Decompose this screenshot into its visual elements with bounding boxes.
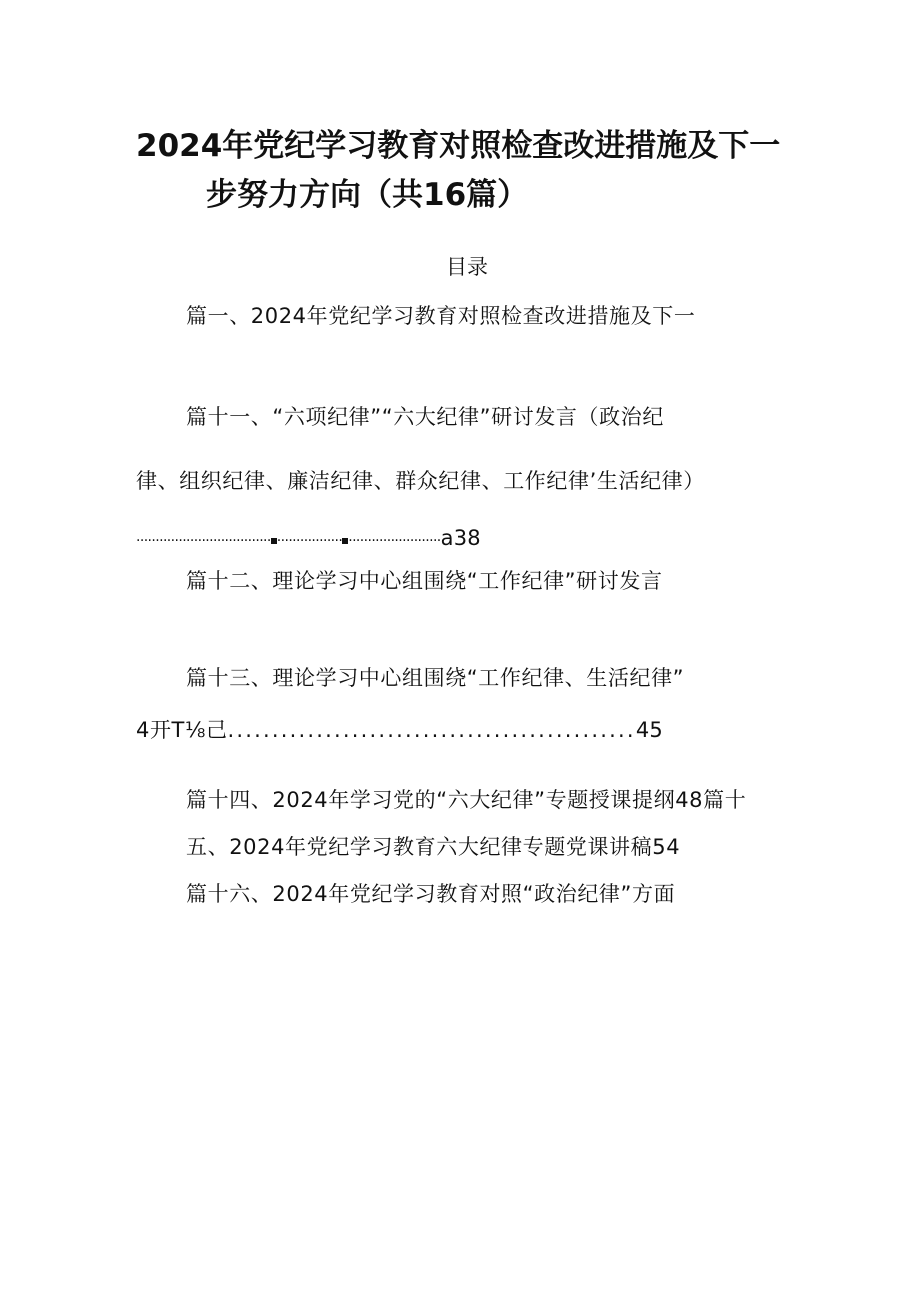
leader-dots: .............................................. xyxy=(227,718,636,742)
toc-entry-16: 篇十六、2024年党纪学习教育对照“政治纪律”方面 xyxy=(186,882,676,906)
leader-dots: ················· xyxy=(276,533,343,549)
leader-dots: ························ xyxy=(348,533,441,549)
toc-entry-14: 篇十四、2024年学习党的“六大纪律”专题授课提纲48篇十 xyxy=(186,788,747,812)
garbled-text: 4开T⅛己 xyxy=(136,718,228,742)
toc-entry-12: 篇十二、理论学习中心组围绕“工作纪律”研讨发言 xyxy=(186,569,663,593)
toc-entry-11-line-1: 篇十一、“六项纪律”“六大纪律”研讨发言（政治纪 xyxy=(186,405,664,429)
page-number: a38 xyxy=(440,526,481,550)
toc-entry-11-leader xyxy=(136,524,481,555)
page-number: 45 xyxy=(635,718,663,742)
document-title-line-2: 步努力方向（共16篇） xyxy=(206,177,529,213)
leader-dots: ··································· xyxy=(136,533,271,549)
toc-entry-15: 五、2024年党纪学习教育六大纪律专题党课讲稿54 xyxy=(186,835,681,859)
toc-entry-13-line-1: 篇十三、理论学习中心组围绕“工作纪律、生活纪律” xyxy=(186,666,685,690)
toc-heading: 目录 xyxy=(446,255,488,279)
toc-entry-11-line-2: 律、组织纪律、廉洁纪律、群众纪律、工作纪律’生活纪律） xyxy=(136,469,705,493)
toc-entry-13-line-2 xyxy=(136,716,663,744)
toc-entry-1: 篇一、2024年党纪学习教育对照检查改进措施及下一 xyxy=(186,304,696,328)
document-title-line-1: 2024年党纪学习教育对照检查改进措施及下一 xyxy=(136,128,781,164)
